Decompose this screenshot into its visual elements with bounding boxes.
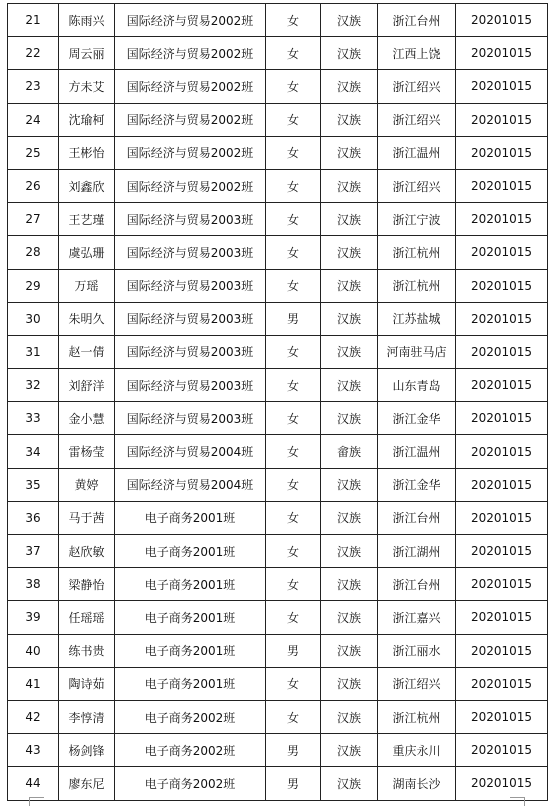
ethnicity-cell: 汉族 — [321, 302, 378, 335]
class-name-cell: 电子商务2001班 — [115, 667, 266, 700]
ethnicity-cell: 汉族 — [321, 269, 378, 302]
origin-cell: 浙江绍兴 — [378, 667, 456, 700]
ethnicity-cell: 汉族 — [321, 535, 378, 568]
row-number-cell: 23 — [8, 70, 59, 103]
ethnicity-cell: 汉族 — [321, 103, 378, 136]
student-name-cell: 陶诗茹 — [59, 667, 115, 700]
student-name-cell: 朱明久 — [59, 302, 115, 335]
row-number-cell: 29 — [8, 269, 59, 302]
gender-cell: 女 — [266, 203, 321, 236]
origin-cell: 浙江湖州 — [378, 535, 456, 568]
student-name-cell: 万瑶 — [59, 269, 115, 302]
gender-cell: 女 — [266, 70, 321, 103]
origin-cell: 江西上饶 — [378, 37, 456, 70]
table-row — [8, 4, 548, 37]
gender-cell: 女 — [266, 601, 321, 634]
table-row — [8, 601, 548, 634]
class-name-cell: 电子商务2001班 — [115, 535, 266, 568]
ethnicity-cell: 汉族 — [321, 700, 378, 733]
date-cell: 20201015 — [456, 169, 548, 202]
table-row — [8, 70, 548, 103]
class-name-cell: 国际经济与贸易2004班 — [115, 468, 266, 501]
student-name-cell: 方未艾 — [59, 70, 115, 103]
row-number-cell: 35 — [8, 468, 59, 501]
ethnicity-cell: 汉族 — [321, 37, 378, 70]
origin-cell: 浙江杭州 — [378, 700, 456, 733]
table-row — [8, 734, 548, 767]
student-name-cell: 王彬怡 — [59, 136, 115, 169]
student-name-cell: 刘鑫欣 — [59, 169, 115, 202]
class-name-cell: 电子商务2002班 — [115, 734, 266, 767]
table-row — [8, 136, 548, 169]
ethnicity-cell: 汉族 — [321, 667, 378, 700]
student-name-cell: 梁静怡 — [59, 568, 115, 601]
origin-cell: 浙江杭州 — [378, 269, 456, 302]
gender-cell: 男 — [266, 302, 321, 335]
row-number-cell: 22 — [8, 37, 59, 70]
student-name-cell: 雷杨莹 — [59, 435, 115, 468]
row-number-cell: 33 — [8, 402, 59, 435]
student-name-cell: 李惇清 — [59, 700, 115, 733]
origin-cell: 浙江温州 — [378, 435, 456, 468]
gender-cell: 男 — [266, 634, 321, 667]
gender-cell: 女 — [266, 136, 321, 169]
origin-cell: 浙江温州 — [378, 136, 456, 169]
table-row — [8, 203, 548, 236]
class-name-cell: 国际经济与贸易2002班 — [115, 169, 266, 202]
class-name-cell: 国际经济与贸易2003班 — [115, 269, 266, 302]
gender-cell: 男 — [266, 767, 321, 800]
origin-cell: 浙江宁波 — [378, 203, 456, 236]
ethnicity-cell: 汉族 — [321, 203, 378, 236]
date-cell: 20201015 — [456, 70, 548, 103]
date-cell: 20201015 — [456, 37, 548, 70]
ethnicity-cell: 汉族 — [321, 568, 378, 601]
gender-cell: 女 — [266, 236, 321, 269]
class-name-cell: 电子商务2001班 — [115, 501, 266, 534]
table-row — [8, 501, 548, 534]
class-name-cell: 电子商务2001班 — [115, 601, 266, 634]
date-cell: 20201015 — [456, 236, 548, 269]
date-cell: 20201015 — [456, 734, 548, 767]
table-row — [8, 103, 548, 136]
origin-cell: 浙江绍兴 — [378, 103, 456, 136]
row-number-cell: 36 — [8, 501, 59, 534]
student-name-cell: 虞弘珊 — [59, 236, 115, 269]
date-cell: 20201015 — [456, 203, 548, 236]
gender-cell: 女 — [266, 667, 321, 700]
class-name-cell: 国际经济与贸易2002班 — [115, 136, 266, 169]
row-number-cell: 26 — [8, 169, 59, 202]
ethnicity-cell: 汉族 — [321, 601, 378, 634]
table-body — [8, 4, 548, 801]
origin-cell: 浙江台州 — [378, 568, 456, 601]
class-name-cell: 国际经济与贸易2002班 — [115, 70, 266, 103]
date-cell: 20201015 — [456, 501, 548, 534]
student-name-cell: 周云丽 — [59, 37, 115, 70]
date-cell: 20201015 — [456, 4, 548, 37]
ethnicity-cell: 畲族 — [321, 435, 378, 468]
student-table — [7, 3, 548, 801]
gender-cell: 女 — [266, 501, 321, 534]
gender-cell: 女 — [266, 402, 321, 435]
date-cell: 20201015 — [456, 535, 548, 568]
table-row — [8, 335, 548, 368]
ethnicity-cell: 汉族 — [321, 767, 378, 800]
origin-cell: 浙江金华 — [378, 468, 456, 501]
date-cell: 20201015 — [456, 767, 548, 800]
student-name-cell: 沈瑜柯 — [59, 103, 115, 136]
gender-cell: 女 — [266, 435, 321, 468]
ethnicity-cell: 汉族 — [321, 402, 378, 435]
date-cell: 20201015 — [456, 700, 548, 733]
ethnicity-cell: 汉族 — [321, 236, 378, 269]
table-row — [8, 236, 548, 269]
row-number-cell: 44 — [8, 767, 59, 800]
gender-cell: 女 — [266, 4, 321, 37]
table-row — [8, 169, 548, 202]
row-number-cell: 41 — [8, 667, 59, 700]
student-name-cell: 任瑶瑶 — [59, 601, 115, 634]
gender-cell: 女 — [266, 169, 321, 202]
page-corner-mark-right — [510, 797, 525, 806]
table-row — [8, 302, 548, 335]
origin-cell: 江苏盐城 — [378, 302, 456, 335]
table-row — [8, 667, 548, 700]
row-number-cell: 38 — [8, 568, 59, 601]
table-row — [8, 402, 548, 435]
class-name-cell: 电子商务2001班 — [115, 568, 266, 601]
date-cell: 20201015 — [456, 302, 548, 335]
row-number-cell: 40 — [8, 634, 59, 667]
student-name-cell: 王艺瑾 — [59, 203, 115, 236]
row-number-cell: 37 — [8, 535, 59, 568]
date-cell: 20201015 — [456, 402, 548, 435]
gender-cell: 女 — [266, 335, 321, 368]
row-number-cell: 42 — [8, 700, 59, 733]
gender-cell: 女 — [266, 103, 321, 136]
student-name-cell: 赵一倩 — [59, 335, 115, 368]
ethnicity-cell: 汉族 — [321, 169, 378, 202]
row-number-cell: 21 — [8, 4, 59, 37]
ethnicity-cell: 汉族 — [321, 4, 378, 37]
ethnicity-cell: 汉族 — [321, 734, 378, 767]
gender-cell: 女 — [266, 535, 321, 568]
date-cell: 20201015 — [456, 435, 548, 468]
date-cell: 20201015 — [456, 369, 548, 402]
row-number-cell: 31 — [8, 335, 59, 368]
class-name-cell: 电子商务2001班 — [115, 634, 266, 667]
date-cell: 20201015 — [456, 468, 548, 501]
row-number-cell: 34 — [8, 435, 59, 468]
row-number-cell: 30 — [8, 302, 59, 335]
student-name-cell: 练书贵 — [59, 634, 115, 667]
date-cell: 20201015 — [456, 601, 548, 634]
table-row — [8, 767, 548, 800]
table-row — [8, 435, 548, 468]
origin-cell: 重庆永川 — [378, 734, 456, 767]
origin-cell: 浙江绍兴 — [378, 70, 456, 103]
origin-cell: 浙江金华 — [378, 402, 456, 435]
class-name-cell: 国际经济与贸易2002班 — [115, 103, 266, 136]
class-name-cell: 国际经济与贸易2003班 — [115, 402, 266, 435]
origin-cell: 湖南长沙 — [378, 767, 456, 800]
date-cell: 20201015 — [456, 269, 548, 302]
date-cell: 20201015 — [456, 335, 548, 368]
page-corner-mark-left — [29, 797, 44, 806]
table-row — [8, 634, 548, 667]
row-number-cell: 32 — [8, 369, 59, 402]
ethnicity-cell: 汉族 — [321, 335, 378, 368]
row-number-cell: 39 — [8, 601, 59, 634]
origin-cell: 浙江台州 — [378, 4, 456, 37]
origin-cell: 浙江嘉兴 — [378, 601, 456, 634]
gender-cell: 女 — [266, 468, 321, 501]
student-name-cell: 金小慧 — [59, 402, 115, 435]
row-number-cell: 28 — [8, 236, 59, 269]
gender-cell: 女 — [266, 269, 321, 302]
gender-cell: 女 — [266, 37, 321, 70]
class-name-cell: 国际经济与贸易2002班 — [115, 4, 266, 37]
table-row — [8, 269, 548, 302]
table-row — [8, 700, 548, 733]
ethnicity-cell: 汉族 — [321, 634, 378, 667]
class-name-cell: 国际经济与贸易2003班 — [115, 236, 266, 269]
table-row — [8, 468, 548, 501]
student-name-cell: 杨剑锋 — [59, 734, 115, 767]
class-name-cell: 国际经济与贸易2003班 — [115, 369, 266, 402]
table-row — [8, 568, 548, 601]
student-name-cell: 马于茜 — [59, 501, 115, 534]
gender-cell: 女 — [266, 369, 321, 402]
row-number-cell: 24 — [8, 103, 59, 136]
origin-cell: 河南驻马店 — [378, 335, 456, 368]
gender-cell: 女 — [266, 568, 321, 601]
ethnicity-cell: 汉族 — [321, 70, 378, 103]
class-name-cell: 国际经济与贸易2003班 — [115, 203, 266, 236]
table-row — [8, 535, 548, 568]
ethnicity-cell: 汉族 — [321, 468, 378, 501]
student-name-cell: 廖东尼 — [59, 767, 115, 800]
class-name-cell: 电子商务2002班 — [115, 700, 266, 733]
ethnicity-cell: 汉族 — [321, 501, 378, 534]
origin-cell: 浙江丽水 — [378, 634, 456, 667]
origin-cell: 浙江绍兴 — [378, 169, 456, 202]
student-name-cell: 黄婷 — [59, 468, 115, 501]
row-number-cell: 25 — [8, 136, 59, 169]
table-row — [8, 37, 548, 70]
origin-cell: 山东青岛 — [378, 369, 456, 402]
ethnicity-cell: 汉族 — [321, 369, 378, 402]
gender-cell: 男 — [266, 734, 321, 767]
gender-cell: 女 — [266, 700, 321, 733]
class-name-cell: 国际经济与贸易2002班 — [115, 37, 266, 70]
date-cell: 20201015 — [456, 667, 548, 700]
origin-cell: 浙江杭州 — [378, 236, 456, 269]
student-name-cell: 刘舒洋 — [59, 369, 115, 402]
student-name-cell: 赵欣敏 — [59, 535, 115, 568]
date-cell: 20201015 — [456, 568, 548, 601]
class-name-cell: 国际经济与贸易2003班 — [115, 302, 266, 335]
table-row — [8, 369, 548, 402]
class-name-cell: 国际经济与贸易2004班 — [115, 435, 266, 468]
date-cell: 20201015 — [456, 136, 548, 169]
class-name-cell: 国际经济与贸易2003班 — [115, 335, 266, 368]
class-name-cell: 电子商务2002班 — [115, 767, 266, 800]
row-number-cell: 43 — [8, 734, 59, 767]
row-number-cell: 27 — [8, 203, 59, 236]
ethnicity-cell: 汉族 — [321, 136, 378, 169]
origin-cell: 浙江台州 — [378, 501, 456, 534]
date-cell: 20201015 — [456, 103, 548, 136]
date-cell: 20201015 — [456, 634, 548, 667]
student-name-cell: 陈雨兴 — [59, 4, 115, 37]
